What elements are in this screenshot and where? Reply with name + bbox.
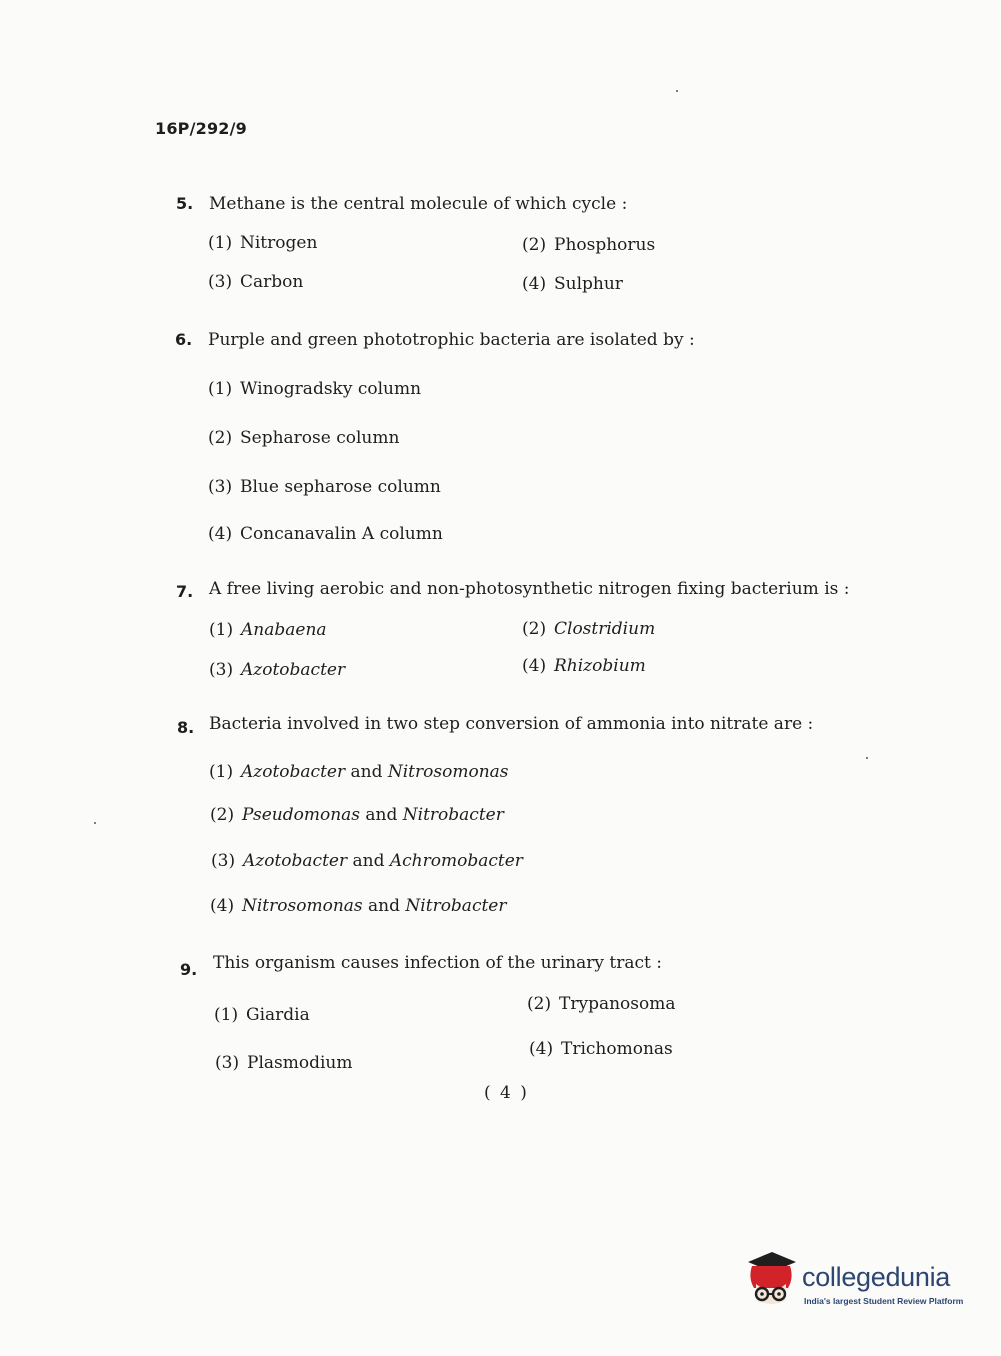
scan-speck [676,90,678,92]
question-text: A free living aerobic and non-photosynthetic nitrogen fixing bacterium is : [209,579,850,599]
scan-speck [94,822,96,824]
option: (3) Azotobacter [209,660,346,680]
option: (2) Pseudomonas and Nitrobacter [210,805,504,825]
logo-tagline: India's largest Student Review Platform [804,1296,964,1306]
question-number: 8. [177,718,195,737]
option: (4) Sulphur [522,274,623,294]
option: (2) Phosphorus [522,235,656,255]
question-text: Methane is the central molecule of which cycle : [209,194,628,214]
option: (3) Blue sepharose column [208,477,441,497]
option: (1) Nitrogen [208,233,318,253]
question-text: This organism causes infection of the urinary tract : [213,953,662,973]
option: (4) Rhizobium [522,656,646,676]
option: (1) Winogradsky column [208,379,422,399]
mascot-icon [742,1248,800,1310]
logo-wordmark: collegedunia [802,1262,951,1292]
option: (1) Azotobacter and Nitrosomonas [209,762,509,782]
collegedunia-logo [742,1248,972,1318]
question-number: 9. [180,960,198,979]
option: (1) Giardia [214,1005,310,1025]
option: (2) Trypanosoma [527,994,676,1014]
question-text: Purple and green phototrophic bacteria are isolated by : [208,330,695,350]
page-number: ( 4 ) [484,1083,529,1103]
option: (4) Concanavalin A column [208,524,443,544]
option: (4) Trichomonas [529,1039,673,1059]
option: (1) Anabaena [209,620,327,640]
option: (4) Nitrosomonas and Nitrobacter [210,896,507,916]
question-number: 7. [176,582,194,601]
option: (2) Clostridium [522,619,656,639]
option: (3) Carbon [208,272,304,292]
option: (3) Plasmodium [215,1053,353,1073]
paper-code: 16P/292/9 [155,119,248,138]
option: (2) Sepharose column [208,428,400,448]
question-number: 6. [175,330,193,349]
scan-speck [866,757,868,759]
option: (3) Azotobacter and Achromobacter [211,851,523,871]
question-text: Bacteria involved in two step conversion of ammonia into nitrate are : [209,714,814,734]
question-number: 5. [176,194,194,213]
